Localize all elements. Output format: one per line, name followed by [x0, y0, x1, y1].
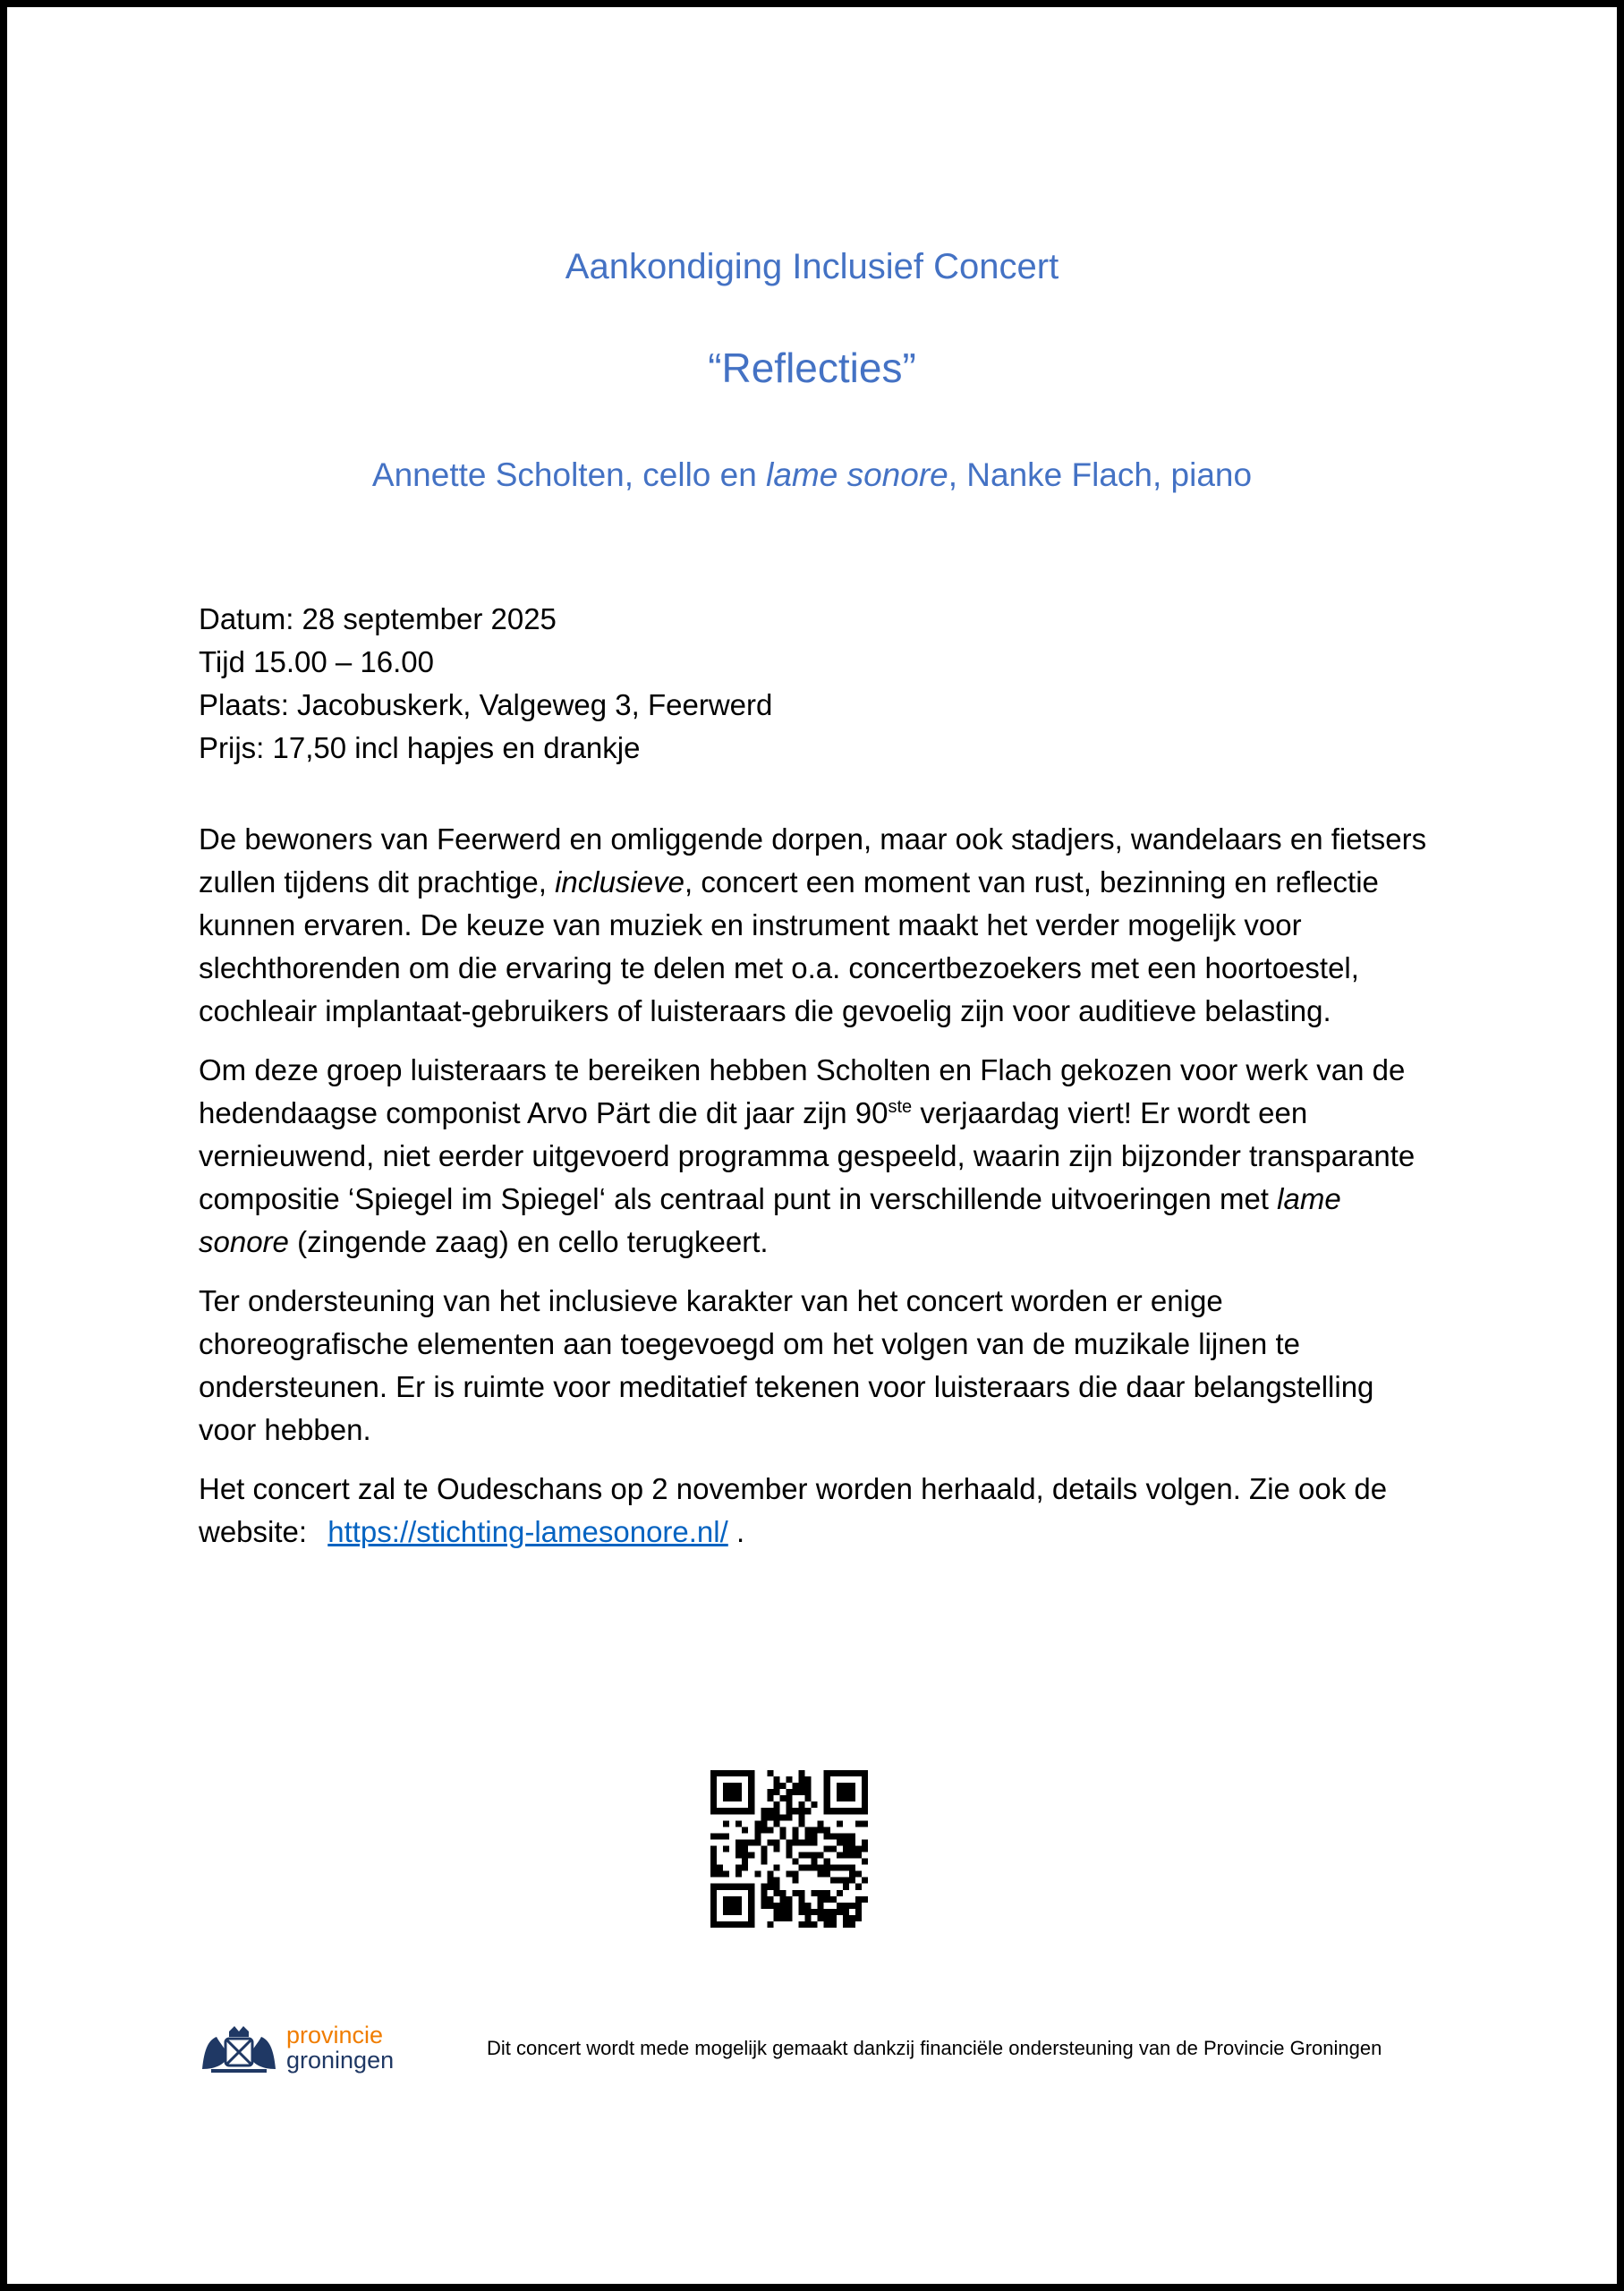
paragraph-1-a: De bewoners van Feerwerd en omliggende dorpen, maar ook stadjers, wandelaars en fietsers zullen tijdens dit prachtige,	[199, 822, 1427, 899]
paragraph-4	[199, 1468, 1433, 1554]
paragraph-2-sup: ste	[888, 1097, 913, 1117]
document-page	[7, 7, 1617, 2284]
logo-text	[286, 2023, 394, 2073]
paragraph-2-c: (zingende zaag) en cello terugkeert.	[288, 1225, 769, 1258]
website-link[interactable]: https://stichting-lamesonore.nl/	[327, 1515, 728, 1548]
logo-line-2: groningen	[286, 2047, 395, 2074]
performers-part2: , Nanke Flach, piano	[948, 456, 1253, 493]
detail-date: Datum: 28 september 2025	[199, 602, 557, 635]
announcement-title: Aankondiging Inclusief Concert	[565, 247, 1059, 286]
performers-instrument: lame sonore	[766, 456, 948, 493]
paragraph-2-a: Om deze groep luisteraars te bereiken hebben Scholten en Flach gekozen voor werk van de hedendaagse componist Arvo Pärt die dit jaar zijn 90	[199, 1053, 1406, 1129]
paragraph-1-em: inclusieve	[555, 865, 684, 899]
performers-line	[7, 456, 1617, 494]
qr-code-icon	[710, 1770, 868, 1928]
logo-line-1: provincie	[286, 2022, 384, 2048]
concert-name: “Reflecties”	[708, 345, 916, 391]
paragraph-2-em: lame sonore	[199, 1182, 1341, 1258]
performers-part1: Annette Scholten, cello en	[371, 456, 767, 493]
concert-details	[199, 598, 772, 770]
detail-place: Plaats: Jacobuskerk, Valgeweg 3, Feerwerd	[199, 688, 773, 721]
paragraph-1	[199, 818, 1433, 1033]
detail-time: Tijd 15.00 – 16.00	[199, 645, 434, 678]
paragraph-4-b: .	[727, 1515, 745, 1548]
paragraph-3: Ter ondersteuning van het inclusieve karakter van het concert worden er enige choreografische elementen aan toegevoegd om het volgen van de muzikale lijnen te ondersteunen. Er is ruimte voor meditatief tekenen voor luisteraars die daar belangstelling voor hebben.	[199, 1284, 1374, 1446]
paragraph-2	[199, 1049, 1433, 1264]
body-text	[199, 818, 1433, 1570]
funding-footer: Dit concert wordt mede mogelijk gemaakt dankzij financiële ondersteuning van de Provincie Groningen	[487, 2037, 1382, 2059]
detail-price: Prijs: 17,50 incl hapjes en drankje	[199, 731, 641, 764]
coat-of-arms-icon	[199, 2024, 279, 2074]
paragraph-2-b: verjaardag viert! Er wordt een vernieuwend, niet eerder uitgevoerd programma gespeeld, waarin zijn bijzonder transparante compositie ‘Spiegel im Spiegel‘ als centraal punt in verschillende uitvoeringen met	[199, 1096, 1416, 1215]
paragraph-4-a: Het concert zal te Oudeschans op 2 november worden herhaald, details volgen. Zie ook de website:	[199, 1472, 1388, 1548]
provincie-groningen-logo	[199, 2023, 413, 2076]
paragraph-1-b: , concert een moment van rust, bezinning en reflectie kunnen ervaren. De keuze van muziek en instrument maakt het verder mogelijk voor slechthorenden om die ervaring te delen met o.a. concertbezoekers met een hoortoestel, cochleair implantaat-gebruikers of luisteraars die gevoelig zijn voor auditieve belasting.	[199, 865, 1379, 1027]
